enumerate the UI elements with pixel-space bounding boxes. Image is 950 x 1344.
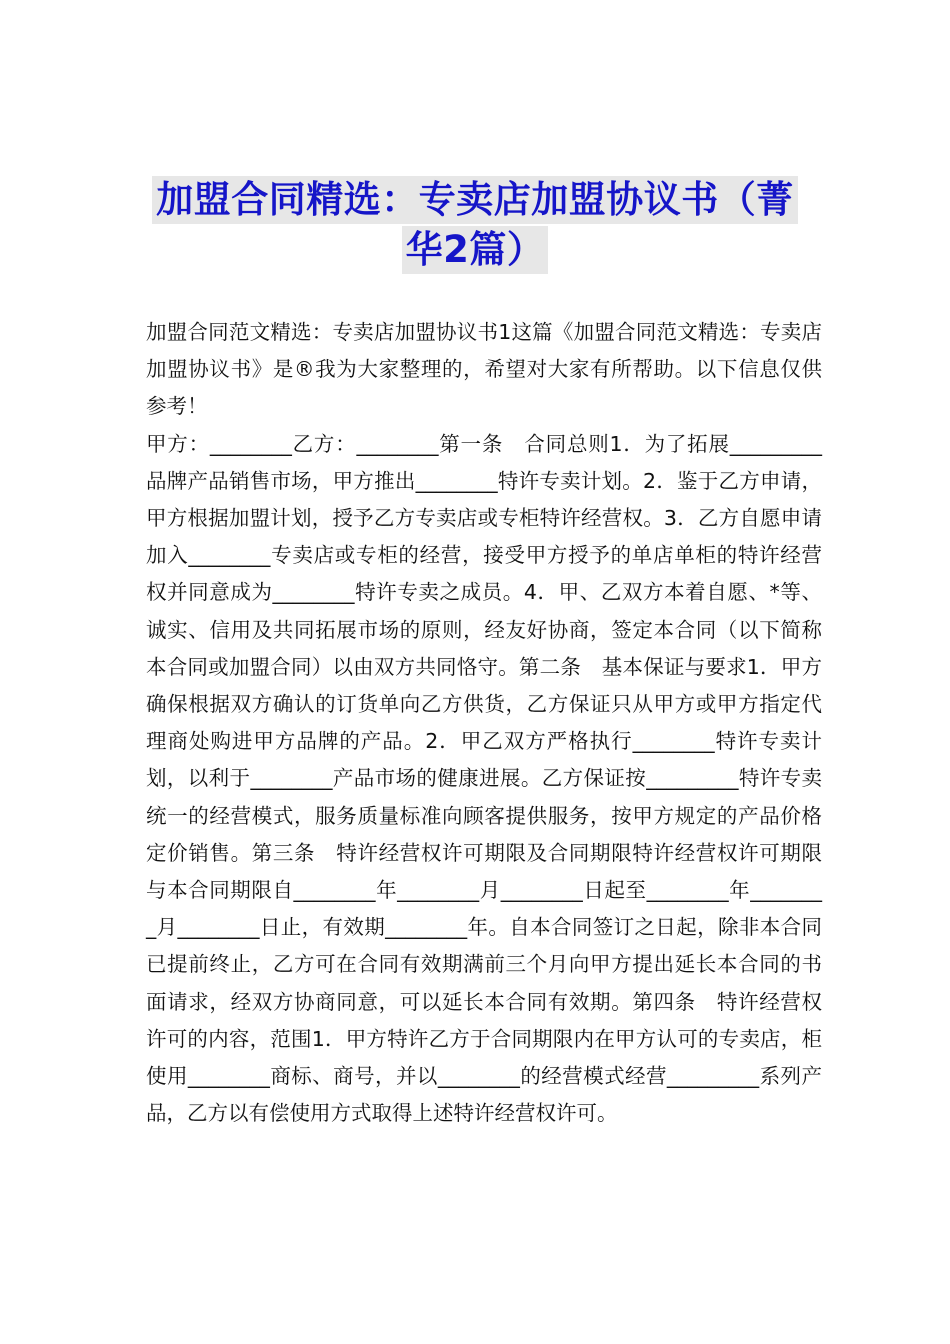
contract-paragraph: 甲方：________乙方：________第一条 合同总则1．为了拓展_________品牌产品销售市场，甲方推出________特许专卖计划。2．鉴于乙方申请，甲方根据加盟计划，授予乙方专卖店或专柜特许经营权。3．乙方自愿申请加入________专卖店或专柜的经营，接受甲方授予的单店单柜的特许经营权并同意成为________特许专卖之成员。4．甲、乙双方本着自愿、*等、诚实、信用及共同拓展市场的原则，经友好协商，签定本合同（以下简称本合同或加盟合同）以由双方共同恪守。第二条 基本保证与要求1．甲方确保根据双方确认的订货单向乙方供货，乙方保证只从甲方或甲方指定代理商处购进甲方品牌的产品。2．甲乙双方严格执行________特许专卖计划，以利于________产品市场的健康进展。乙方保证按_________特许专卖统一的经营模式，服务质量标准向顾客提供服务，按甲方规定的产品价格定价销售。第三条 特许经营权许可期限及合同期限特许经营权许可期限与本合同期限自________年________月________日起至________年________月________日止，有效期________年。自本合同签订之日起，除非本合同已提前终止，乙方可在合同有效期满前三个月向甲方提出延长本合同的书面请求，经双方协商同意，可以延长本合同有效期。第四条 特许经营权许可的内容，范围1．甲方特许乙方于合同期限内在甲方认可的专卖店，柜使用________商标、商号，并以________的经营模式经营_________系列产品，乙方以有偿使用方式取得上述特许经营权许可。 [146, 431, 822, 1126]
document-body [146, 314, 822, 1132]
intro-paragraph: 加盟合同范文精选：专卖店加盟协议书1这篇《加盟合同范文精选：专卖店加盟协议书》是®我为大家整理的，希望对大家有所帮助。以下信息仅供参考！ [146, 320, 822, 419]
title-line-1: 加盟合同精选：专卖店加盟协议书（菁 [152, 176, 798, 224]
document-title [110, 176, 840, 274]
title-line-2: 华2篇） [402, 226, 549, 274]
